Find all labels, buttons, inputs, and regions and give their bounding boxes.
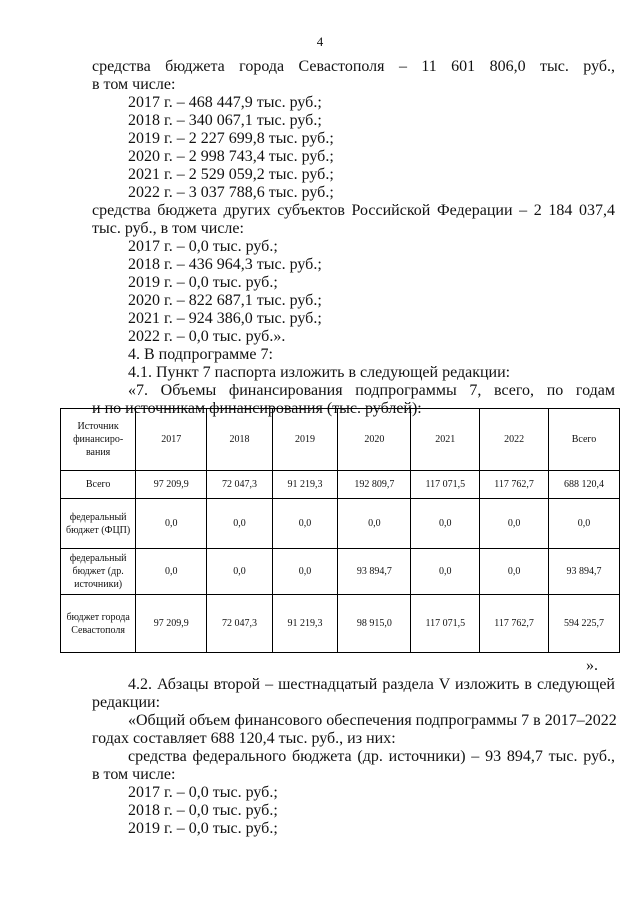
table-cell: федеральный бюджет (ФЦП) [61,499,136,549]
table-row [61,499,620,549]
table-cell: 0,0 [549,499,620,549]
table-header-cell: 2020 [338,409,411,471]
table-cell: 0,0 [338,499,411,549]
closing-quote: ». [586,657,598,674]
table-cell: 72 047,3 [207,471,273,499]
table-header-cell: 2022 [480,409,549,471]
table-cell: 117 762,7 [480,471,549,499]
text-line: средства бюджета города Севастополя – 11 601 806,0 тыс. руб., [92,58,615,75]
table-cell: 91 219,3 [272,471,338,499]
text-line: средства бюджета других субъектов Российской Федерации – 2 184 037,4 [92,202,615,219]
table-cell: 0,0 [207,499,273,549]
table-cell: 0,0 [411,499,480,549]
table-cell: 0,0 [136,549,207,595]
table-cell: 0,0 [480,499,549,549]
table-cell: 97 209,9 [136,471,207,499]
text-line: 2019 г. – 0,0 тыс. руб.; [128,274,278,291]
text-line: 2020 г. – 2 998 743,4 тыс. руб.; [128,148,334,165]
table-row [61,549,620,595]
table-cell: Всего [61,471,136,499]
table-cell: 0,0 [411,549,480,595]
table-cell: 688 120,4 [549,471,620,499]
table-row [61,471,620,499]
text-line: 2017 г. – 0,0 тыс. руб.; [128,238,278,255]
table-cell: 93 894,7 [549,549,620,595]
text-line: редакции: [92,694,161,711]
text-line: 2017 г. – 0,0 тыс. руб.; [128,784,278,801]
table-cell: 93 894,7 [338,549,411,595]
table-cell: бюджет города Севастополя [61,595,136,653]
table-header-cell: 2021 [411,409,480,471]
text-line: и по источникам финансирования (тыс. рублей): [92,400,422,417]
text-line: 4. В подпрограмме 7: [128,346,273,363]
text-line: в том числе: [92,766,176,783]
table-cell: федеральный бюджет (др. источники) [61,549,136,595]
table-header-cell: Источник финансиро-вания [61,409,136,471]
financing-table [60,408,620,653]
table-header-cell: 2019 [272,409,338,471]
table-cell: 0,0 [272,549,338,595]
table-cell: 72 047,3 [207,595,273,653]
text-line: 2021 г. – 2 529 059,2 тыс. руб.; [128,166,334,183]
table-cell: 0,0 [480,549,549,595]
text-line: 4.1. Пункт 7 паспорта изложить в следующей редакции: [128,364,511,381]
text-line: 2018 г. – 436 964,3 тыс. руб.; [128,256,322,273]
page-number: 4 [316,34,324,49]
text-line: 4.2. Абзацы второй – шестнадцатый раздела V изложить в следующей [128,676,615,693]
text-line: 2021 г. – 924 386,0 тыс. руб.; [128,310,322,327]
text-line: «7. Объемы финансирования подпрограммы 7, всего, по годам [128,382,615,399]
table-cell: 0,0 [272,499,338,549]
table-cell: 117 762,7 [480,595,549,653]
table-cell: 0,0 [136,499,207,549]
text-line: 2019 г. – 2 227 699,8 тыс. руб.; [128,130,334,147]
table-cell: 192 809,7 [338,471,411,499]
table-row [61,595,620,653]
table-header-cell: 2017 [136,409,207,471]
table-header-row [61,409,620,471]
text-line: в том числе: [92,76,176,93]
text-line: 2018 г. – 0,0 тыс. руб.; [128,802,278,819]
text-line: годах составляет 688 120,4 тыс. руб., из них: [92,730,396,747]
text-line: средства федерального бюджета (др. источники) – 93 894,7 тыс. руб., [128,748,615,765]
text-line: 2020 г. – 822 687,1 тыс. руб.; [128,292,322,309]
table-cell: 0,0 [207,549,273,595]
text-line: 2022 г. – 0,0 тыс. руб.». [128,328,286,345]
table-cell: 117 071,5 [411,595,480,653]
text-line: 2019 г. – 0,0 тыс. руб.; [128,820,278,837]
text-line: 2018 г. – 340 067,1 тыс. руб.; [128,112,322,129]
text-line: тыс. руб., в том числе: [92,220,244,237]
table-cell: 91 219,3 [272,595,338,653]
text-line: 2022 г. – 3 037 788,6 тыс. руб.; [128,184,334,201]
table-header-cell: Всего [549,409,620,471]
table-header-cell: 2018 [207,409,273,471]
text-line: «Общий объем финансового обеспечения подпрограммы 7 в 2017–2022 [128,712,617,729]
table-cell: 98 915,0 [338,595,411,653]
table-cell: 594 225,7 [549,595,620,653]
text-line: 2017 г. – 468 447,9 тыс. руб.; [128,94,322,111]
table-cell: 117 071,5 [411,471,480,499]
table-cell: 97 209,9 [136,595,207,653]
